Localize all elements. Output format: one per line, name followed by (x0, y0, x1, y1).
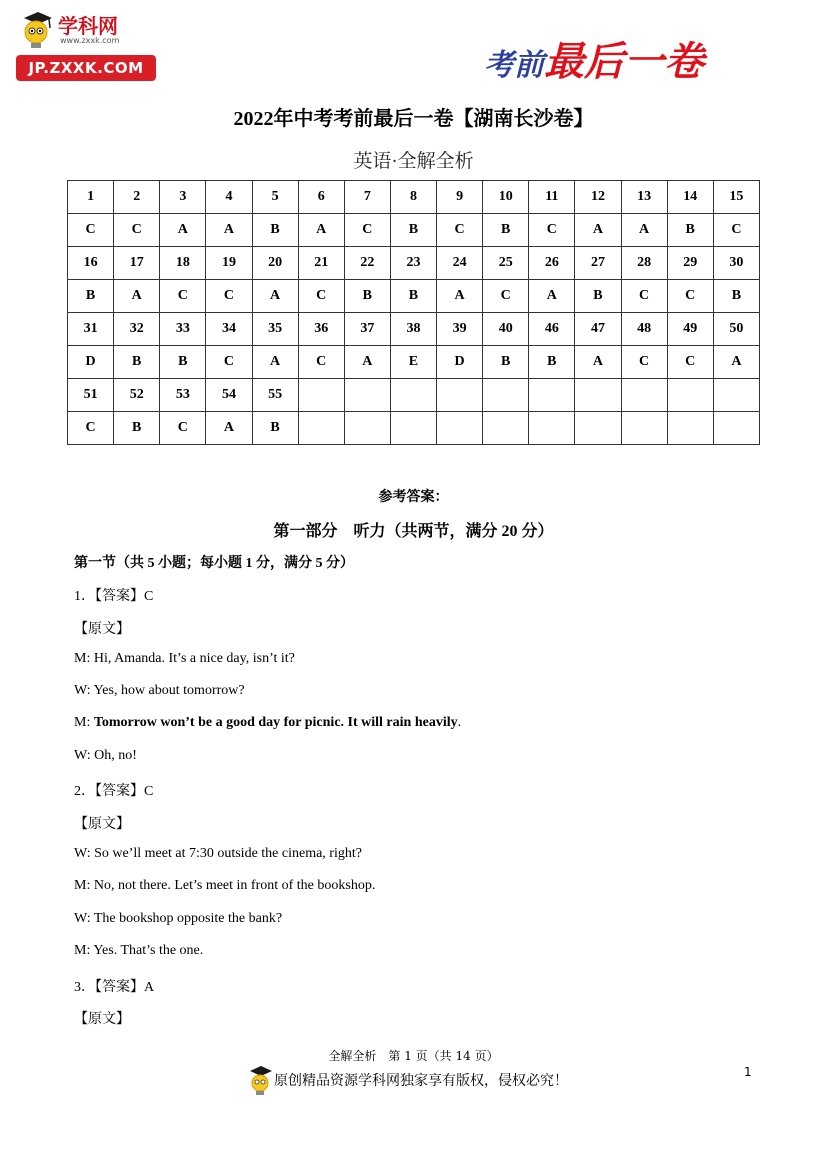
answer-letter-cell: B (483, 346, 529, 379)
answer-table-row (68, 346, 760, 379)
question-number-cell: 3 (160, 181, 206, 214)
question-number-cell: 52 (114, 379, 160, 412)
question-number-cell: 47 (575, 313, 621, 346)
question-number-cell: 35 (252, 313, 298, 346)
slogan-part1: 考前 (484, 48, 544, 83)
answer-letter-cell: C (68, 214, 114, 247)
answer-letter-cell: B (114, 412, 160, 445)
answer-letter-cell: A (206, 214, 252, 247)
answer-line: 1．【答案】C (74, 589, 154, 604)
question-number-cell: 9 (437, 181, 483, 214)
answer-letter-cell: C (529, 214, 575, 247)
question-number-cell: 7 (344, 181, 390, 214)
question-number-cell: 21 (298, 247, 344, 280)
answer-letter-cell (529, 412, 575, 445)
answer-letter-cell: C (437, 214, 483, 247)
answer-table-row (68, 181, 760, 214)
answer-letter-cell: C (298, 280, 344, 313)
answer-letter-cell (483, 412, 529, 445)
answer-letter-cell: A (713, 346, 759, 379)
dialogue-line: M: Hi, Amanda. It’s a nice day, isn’t it? (74, 651, 295, 666)
answer-line: 2．【答案】C (74, 784, 154, 799)
question-number-cell: 19 (206, 247, 252, 280)
answer-letter-cell: C (298, 346, 344, 379)
answer-letter-cell: D (68, 346, 114, 379)
answer-letter-cell: B (252, 214, 298, 247)
question-number-cell: 34 (206, 313, 252, 346)
question-number-cell: 29 (667, 247, 713, 280)
question-number-cell: 11 (529, 181, 575, 214)
answer-table-row (68, 412, 760, 445)
question-number-cell: 55 (252, 379, 298, 412)
slogan (484, 30, 744, 85)
answer-letter-cell: C (114, 214, 160, 247)
question-number-cell: 12 (575, 181, 621, 214)
question-number-cell: 50 (713, 313, 759, 346)
answer-letter-cell: A (252, 280, 298, 313)
question-number-cell (344, 379, 390, 412)
question-number-cell (437, 379, 483, 412)
page-title: 2022年中考考前最后一卷【湖南长沙卷】 (233, 108, 594, 130)
question-number-cell: 13 (621, 181, 667, 214)
answer-letter-cell (298, 412, 344, 445)
answer-letter-cell: A (621, 214, 667, 247)
logo-url: www.zxxk.com (60, 35, 120, 45)
question-number-cell: 26 (529, 247, 575, 280)
question-number-cell: 53 (160, 379, 206, 412)
answer-letter-cell: A (160, 214, 206, 247)
answer-letter-cell (437, 412, 483, 445)
question-number-cell: 46 (529, 313, 575, 346)
question-number-cell: 2 (114, 181, 160, 214)
dialogue-line: W: Oh, no! (74, 748, 137, 763)
question-number-cell: 48 (621, 313, 667, 346)
answer-table-row (68, 214, 760, 247)
question-number-cell: 5 (252, 181, 298, 214)
reference-answer-label: 参考答案： (378, 490, 449, 505)
question-number-cell: 31 (68, 313, 114, 346)
copyright-notice (246, 1064, 568, 1096)
answer-letter-cell: B (390, 214, 436, 247)
question-number-cell (621, 379, 667, 412)
lightbulb-mascot-icon (16, 10, 56, 50)
answer-letter-cell: B (713, 280, 759, 313)
answer-letter-cell: C (713, 214, 759, 247)
question-number-cell: 24 (437, 247, 483, 280)
answer-letter-cell: A (206, 412, 252, 445)
answer-line: 3．【答案】A (74, 980, 155, 995)
copyright-text: 原创精品资源学科网独家享有版权，侵权必究！ (274, 1074, 568, 1089)
dialogue-line: W: The bookshop opposite the bank? (74, 911, 283, 926)
question-number-cell: 30 (713, 247, 759, 280)
question-number-cell: 17 (114, 247, 160, 280)
answer-letter-cell: C (206, 346, 252, 379)
answer-letter-cell (667, 412, 713, 445)
logo-name: 学科网 (58, 13, 118, 38)
answer-letter-cell: C (483, 280, 529, 313)
answer-key-table (67, 180, 760, 445)
answer-letter-cell: B (114, 346, 160, 379)
answer-letter-cell: C (621, 280, 667, 313)
question-number-cell: 23 (390, 247, 436, 280)
question-number-cell (529, 379, 575, 412)
answer-letter-cell: B (252, 412, 298, 445)
question-number-cell (667, 379, 713, 412)
question-number-cell: 27 (575, 247, 621, 280)
answer-letter-cell: C (344, 214, 390, 247)
page-footer: 全解全析 第 1 页（共 14 页） (328, 1049, 499, 1063)
question-number-cell: 38 (390, 313, 436, 346)
answer-letter-cell: C (667, 280, 713, 313)
answer-letter-cell: B (390, 280, 436, 313)
answer-letter-cell: B (529, 346, 575, 379)
answer-letter-cell: B (160, 346, 206, 379)
question-number-cell: 14 (667, 181, 713, 214)
answer-letter-cell (713, 412, 759, 445)
answer-letter-cell: E (390, 346, 436, 379)
question-number-cell: 54 (206, 379, 252, 412)
question-number-cell: 6 (298, 181, 344, 214)
question-number-cell (483, 379, 529, 412)
question-number-cell (390, 379, 436, 412)
key-sentence: Tomorrow won’t be a good day for picnic. It will rain heavily (93, 715, 458, 730)
answer-letter-cell: C (160, 280, 206, 313)
answer-letter-cell (344, 412, 390, 445)
question-number-cell: 36 (298, 313, 344, 346)
answer-letter-cell: A (344, 346, 390, 379)
question-number-cell: 4 (206, 181, 252, 214)
question-number-cell (298, 379, 344, 412)
answer-letter-cell: A (437, 280, 483, 313)
answer-letter-cell: B (344, 280, 390, 313)
question-number-cell: 40 (483, 313, 529, 346)
answer-letter-cell: B (667, 214, 713, 247)
answer-letter-cell: B (68, 280, 114, 313)
section-heading: 第一节（共 5 小题；每小题 1 分，满分 5 分） (74, 556, 354, 571)
answer-letter-cell: A (114, 280, 160, 313)
question-number-cell: 1 (68, 181, 114, 214)
dialogue-line: W: Yes, how about tomorrow? (74, 683, 245, 698)
question-number-cell: 16 (68, 247, 114, 280)
page-number: 1 (744, 1065, 752, 1079)
question-number-cell: 51 (68, 379, 114, 412)
answer-letter-cell (390, 412, 436, 445)
original-text-label: 【原文】 (74, 1012, 130, 1027)
answer-letter-cell: A (252, 346, 298, 379)
answer-letter-cell: D (437, 346, 483, 379)
question-number-cell: 15 (713, 181, 759, 214)
dialogue-line: M: No, not there. Let’s meet in front of the bookshop. (74, 878, 376, 893)
slogan-part2: 最后一卷 (544, 38, 704, 85)
question-number-cell: 49 (667, 313, 713, 346)
answer-letter-cell (621, 412, 667, 445)
question-number-cell: 32 (114, 313, 160, 346)
question-number-cell: 10 (483, 181, 529, 214)
question-number-cell: 18 (160, 247, 206, 280)
dialogue-line: M: Tomorrow won’t be a good day for picnic. It will rain heavily. (74, 715, 462, 730)
answer-letter-cell: B (575, 280, 621, 313)
answer-table-row (68, 280, 760, 313)
question-number-cell: 20 (252, 247, 298, 280)
logo-badge: JP.ZXXK.COM (16, 55, 156, 81)
question-number-cell (713, 379, 759, 412)
question-number-cell: 8 (390, 181, 436, 214)
original-text-label: 【原文】 (74, 622, 130, 637)
original-text-label: 【原文】 (74, 817, 130, 832)
answer-letter-cell: C (160, 412, 206, 445)
question-number-cell: 22 (344, 247, 390, 280)
answer-letter-cell: C (206, 280, 252, 313)
answer-table-row (68, 313, 760, 346)
answer-letter-cell: C (621, 346, 667, 379)
part-heading: 第一部分 听力（共两节，满分 20 分） (273, 523, 554, 540)
answer-letter-cell: C (68, 412, 114, 445)
answer-table-row (68, 247, 760, 280)
question-number-cell: 39 (437, 313, 483, 346)
answer-letter-cell: A (529, 280, 575, 313)
answer-letter-cell (575, 412, 621, 445)
answer-letter-cell: C (667, 346, 713, 379)
answer-letter-cell: B (483, 214, 529, 247)
question-number-cell: 25 (483, 247, 529, 280)
dialogue-line: M: Yes. That’s the one. (74, 943, 204, 958)
answer-letter-cell: A (575, 346, 621, 379)
question-number-cell: 33 (160, 313, 206, 346)
question-number-cell (575, 379, 621, 412)
answer-letter-cell: A (298, 214, 344, 247)
answer-letter-cell: A (575, 214, 621, 247)
question-number-cell: 28 (621, 247, 667, 280)
lightbulb-mascot-icon (246, 1064, 274, 1096)
answer-table-row (68, 379, 760, 412)
dialogue-line: W: So we’ll meet at 7:30 outside the cinema, right? (74, 846, 362, 861)
zxxk-logo (16, 10, 156, 82)
question-number-cell: 37 (344, 313, 390, 346)
page-subtitle: 英语·全解全析 (353, 151, 474, 172)
